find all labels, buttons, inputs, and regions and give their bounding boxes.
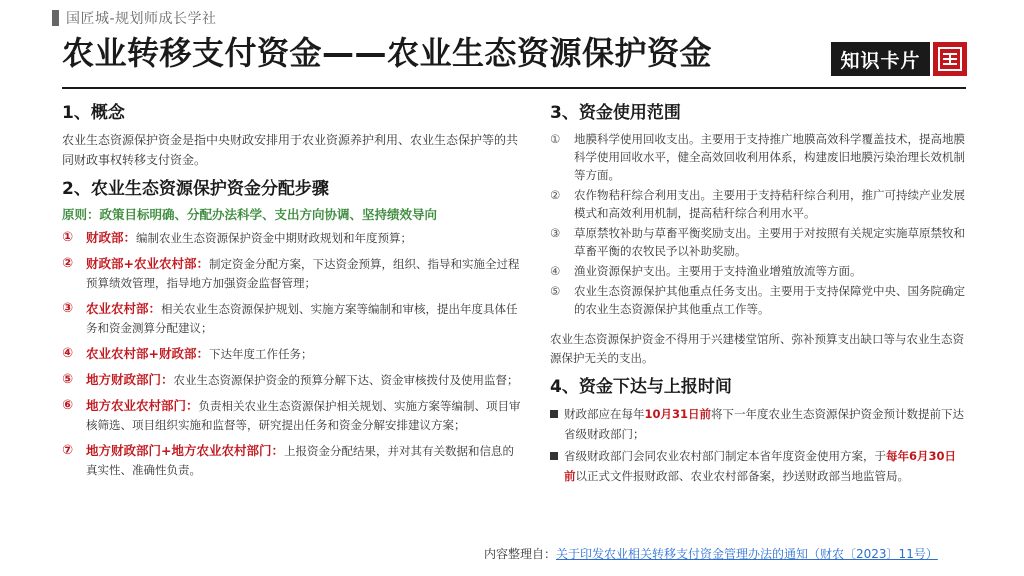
- use-text: 草原禁牧补助与草畜平衡奖励支出。主要用于对按照有关规定实施草原禁牧和草畜平衡的农牧民予以补助奖励。: [574, 226, 965, 258]
- step-text: 上报资金分配结果，并对其有关数据和信息的真实性、准确性负责。: [86, 444, 514, 477]
- use-number: ①: [550, 132, 561, 146]
- step-text: 相关农业生态资源保护规划、实施方案等编制和审核，提出年度具体任务和资金测算分配建议；: [86, 302, 518, 335]
- card-label: 知识卡片: [831, 42, 930, 76]
- list-item: [550, 224, 966, 260]
- step-org: 农业农村部+财政部：: [86, 346, 209, 361]
- bullet-pre: 省级财政部门会同农业农村部门制定本省年度资金使用方案，于: [564, 449, 886, 463]
- list-item: [550, 282, 966, 318]
- step-org: 财政部+农业农村部：: [86, 256, 209, 271]
- use-text: 农业生态资源保护其他重点任务支出。主要用于支持保障党中央、国务院确定的农业生态资源保护其他重点工作等。: [574, 284, 965, 316]
- step-text: 编制农业生态资源保护资金中期财政规划和年度预算；: [136, 231, 413, 245]
- use-text: 地膜科学使用回收支出。主要用于支持推广地膜高效科学覆盖技术，提高地膜科学使用回收水平，健全高效回收利用体系，构建废旧地膜污染治理长效机制等方面。: [574, 132, 965, 182]
- list-item: [550, 446, 966, 486]
- list-item: [62, 299, 522, 338]
- list-item: [62, 441, 522, 480]
- list-item: [62, 396, 522, 435]
- list-item: [62, 228, 522, 248]
- step-org: 地方农业农村部门：: [86, 398, 199, 413]
- section4-heading: 4、资金下达与上报时间: [550, 377, 732, 397]
- step-number: ⑥: [62, 398, 74, 413]
- deadline-highlight: 10月31日前: [644, 407, 712, 421]
- step-number: ⑦: [62, 443, 74, 458]
- list-item: [62, 254, 522, 293]
- step-org: 地方财政部门：: [86, 372, 174, 387]
- step-text: 负责相关农业生态资源保护相关规划、实施方案等编制、项目审核筛选、项目组织实施和监督等，研究提出任务和资金分解安排建议方案；: [86, 399, 521, 432]
- right-column: [550, 100, 966, 488]
- list-item: [550, 130, 966, 184]
- knowledge-card-badge: [831, 42, 967, 76]
- allocation-steps-list: [62, 228, 522, 480]
- use-number: ③: [550, 226, 561, 240]
- step-org: 财政部：: [86, 230, 137, 245]
- use-number: ⑤: [550, 284, 561, 298]
- section2-heading: 2、农业生态资源保护资金分配步骤: [62, 179, 329, 199]
- step-number: ①: [62, 230, 74, 245]
- list-item: [62, 370, 522, 390]
- deadline-highlight: 每年6月30日前: [564, 449, 957, 483]
- square-bullet-icon: [550, 446, 564, 486]
- step-number: ④: [62, 346, 74, 361]
- bullet-post: 将下一年度农业生态资源保护资金预计数提前下达省级财政部门；: [564, 407, 965, 441]
- use-text: 渔业资源保护支出。主要用于支持渔业增殖放流等方面。: [574, 264, 862, 278]
- use-number: ④: [550, 264, 561, 278]
- left-column: [62, 100, 522, 486]
- step-text: 农业生态资源保护资金的预算分解下达、资金审核拨付及使用监督；: [173, 373, 519, 387]
- step-org: 农业农村部：: [86, 301, 162, 316]
- brand-text: 国匠城-规划师成长学社: [66, 11, 217, 27]
- step-number: ②: [62, 256, 74, 271]
- list-item: [62, 344, 522, 364]
- source-label: 内容整理自：: [484, 547, 557, 561]
- step-number: ③: [62, 301, 74, 316]
- list-item: [550, 262, 966, 280]
- seal-logo-icon: [933, 42, 967, 76]
- step-org: 地方财政部门+地方农业农村部门：: [86, 443, 284, 458]
- use-text: 农作物秸秆综合利用支出。主要用于支持秸秆综合利用，推广可持续产业发展模式和高效利用机制，提高秸秆综合利用水平。: [574, 188, 965, 220]
- principle-text: 原则：政策目标明确、分配办法科学、支出方向协调、坚持绩效导向: [62, 207, 438, 222]
- brand-bar-icon: [52, 10, 59, 26]
- source-citation: [484, 546, 938, 562]
- use-number: ②: [550, 188, 561, 202]
- square-bullet-icon: [550, 404, 564, 444]
- header-divider: [62, 87, 966, 89]
- step-text: 制定资金分配方案，下达资金预算，组织、指导和实施全过程预算绩效管理，指导地方加强资金监督管理；: [86, 257, 520, 290]
- section3-heading: 3、资金使用范围: [550, 103, 681, 123]
- usage-scope-list: [550, 130, 966, 318]
- brand-header: [52, 9, 217, 27]
- bullet-post: 以正式文件报财政部、农业农村部备案，抄送财政部当地监管局。: [575, 469, 909, 483]
- timeline-list: [550, 404, 966, 486]
- step-number: ⑤: [62, 372, 74, 387]
- usage-restriction-note: 农业生态资源保护资金不得用于兴建楼堂馆所、弥补预算支出缺口等与农业生态资源保护无关的支出。: [550, 332, 964, 365]
- section1-heading: 1、概念: [62, 103, 125, 123]
- section1-text: 农业生态资源保护资金是指中央财政安排用于农业资源养护利用、农业生态保护等的共同财政事权转移支付资金。: [62, 133, 519, 167]
- list-item: [550, 404, 966, 444]
- source-document-link[interactable]: 关于印发农业相关转移支付资金管理办法的通知（财农〔2023〕11号）: [556, 547, 938, 561]
- page-title: 农业转移支付资金——农业生态资源保护资金: [62, 34, 713, 72]
- bullet-pre: 财政部应在每年: [564, 407, 645, 421]
- list-item: [550, 186, 966, 222]
- step-text: 下达年度工作任务；: [208, 347, 313, 361]
